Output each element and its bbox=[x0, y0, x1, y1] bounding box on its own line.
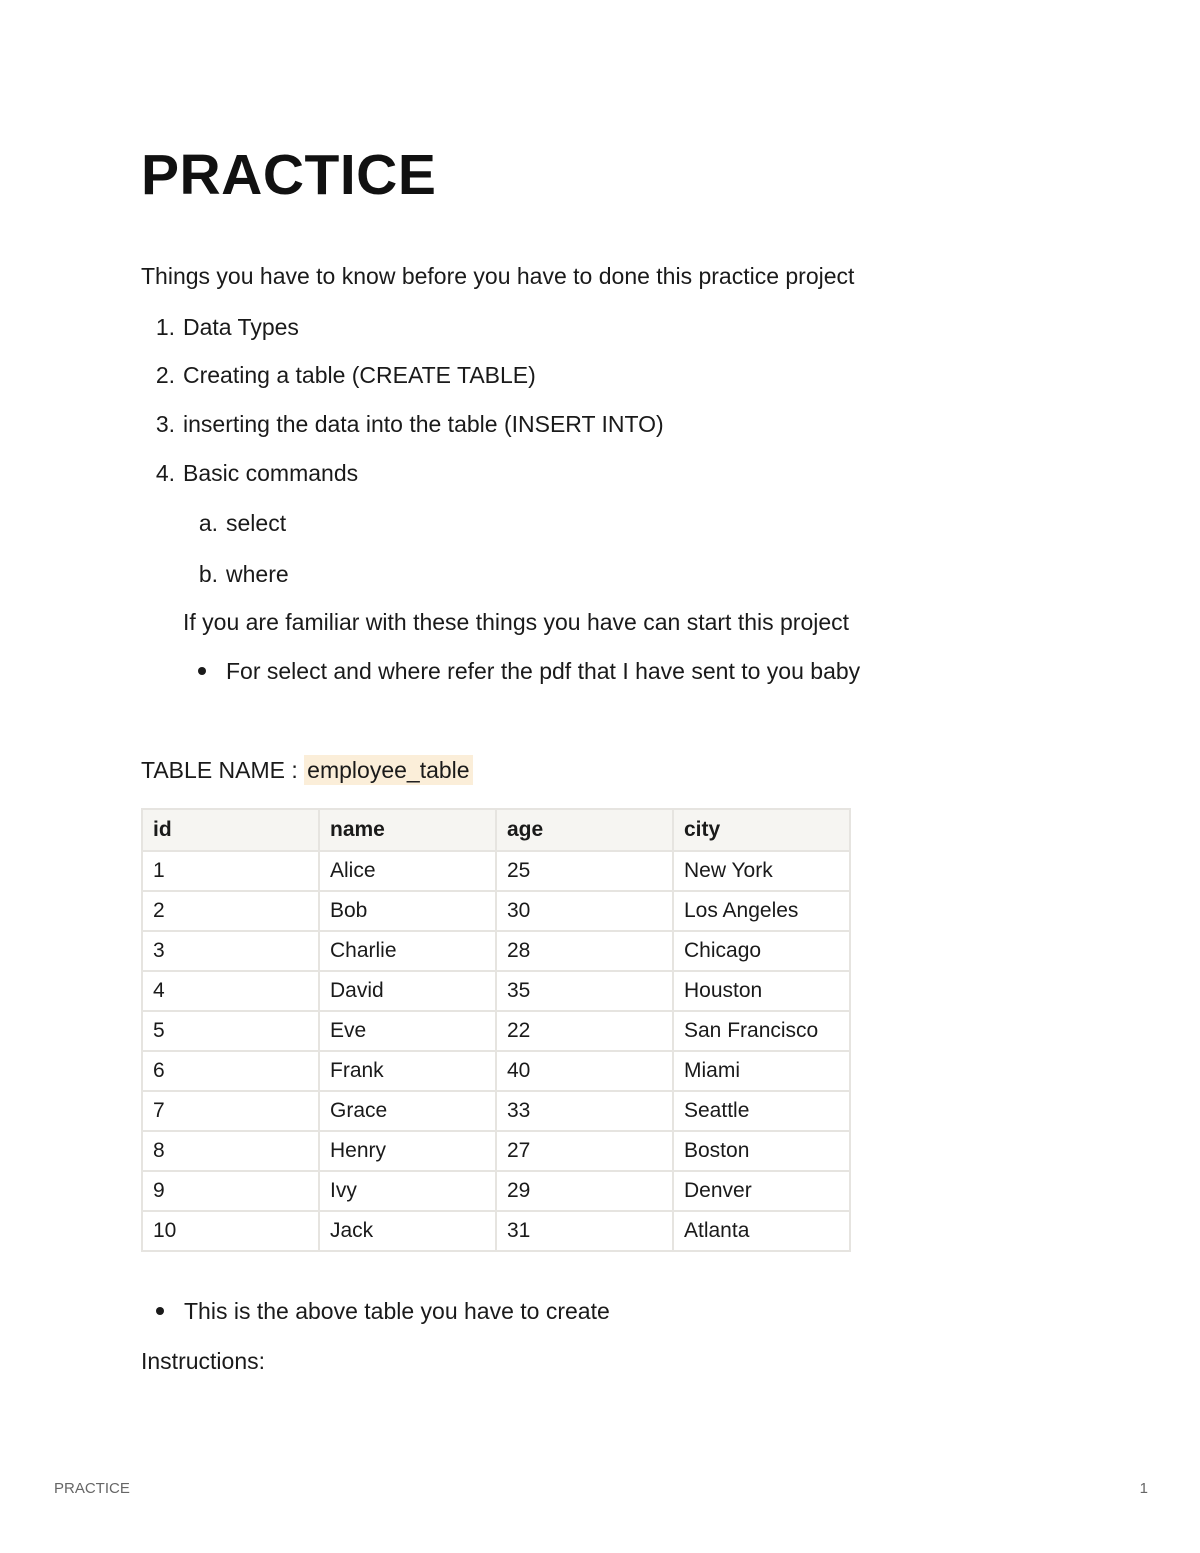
column-header: age bbox=[496, 809, 673, 851]
cell-name: Grace bbox=[319, 1091, 496, 1131]
cell-city: Atlanta bbox=[673, 1211, 850, 1251]
bullet-item bbox=[198, 658, 860, 685]
cell-city: Miami bbox=[673, 1051, 850, 1091]
list-number: 2. bbox=[155, 362, 175, 388]
bullet-item bbox=[156, 1298, 610, 1325]
cell-id: 8 bbox=[142, 1131, 319, 1171]
table-name-line bbox=[141, 757, 473, 784]
cell-id: 4 bbox=[142, 971, 319, 1011]
column-header: city bbox=[673, 809, 850, 851]
list-item bbox=[141, 362, 536, 389]
column-header: name bbox=[319, 809, 496, 851]
table-name-label: TABLE NAME : bbox=[141, 757, 298, 783]
table-row bbox=[142, 1211, 850, 1251]
bullet-dot bbox=[156, 1307, 164, 1315]
instructions-label: Instructions: bbox=[141, 1348, 265, 1374]
list-number: 3. bbox=[155, 411, 175, 437]
cell-id: 7 bbox=[142, 1091, 319, 1131]
table-row bbox=[142, 931, 850, 971]
cell-id: 5 bbox=[142, 1011, 319, 1051]
list-item bbox=[141, 411, 664, 438]
list-text: Creating a table (CREATE TABLE) bbox=[183, 362, 536, 388]
table-row bbox=[142, 1051, 850, 1091]
cell-name: Frank bbox=[319, 1051, 496, 1091]
bullet-text: For select and where refer the pdf that I have sent to you baby bbox=[226, 658, 861, 684]
sub-list-text: select bbox=[226, 510, 287, 536]
cell-city: Seattle bbox=[673, 1091, 850, 1131]
cell-city: New York bbox=[673, 851, 850, 891]
cell-age: 30 bbox=[496, 891, 673, 931]
table-row bbox=[142, 1091, 850, 1131]
list-number: 1. bbox=[155, 314, 175, 340]
list-number: 4. bbox=[155, 460, 175, 486]
intro-text: Things you have to know before you have to done this practice project bbox=[141, 263, 855, 289]
cell-name: Charlie bbox=[319, 931, 496, 971]
sub-list-letter: a. bbox=[198, 510, 218, 536]
cell-city: Denver bbox=[673, 1171, 850, 1211]
cell-age: 25 bbox=[496, 851, 673, 891]
cell-name: Alice bbox=[319, 851, 496, 891]
cell-age: 40 bbox=[496, 1051, 673, 1091]
footer-title: PRACTICE bbox=[54, 1480, 130, 1497]
cell-name: Jack bbox=[319, 1211, 496, 1251]
cell-name: Eve bbox=[319, 1011, 496, 1051]
list-text: Data Types bbox=[183, 314, 299, 340]
list-item bbox=[141, 460, 358, 487]
list-item bbox=[141, 314, 299, 341]
cell-name: David bbox=[319, 971, 496, 1011]
cell-age: 27 bbox=[496, 1131, 673, 1171]
table-row bbox=[142, 1011, 850, 1051]
cell-age: 31 bbox=[496, 1211, 673, 1251]
page-title: PRACTICE bbox=[141, 143, 437, 207]
cell-id: 6 bbox=[142, 1051, 319, 1091]
cell-id: 2 bbox=[142, 891, 319, 931]
cell-age: 29 bbox=[496, 1171, 673, 1211]
sub-list-item bbox=[184, 561, 289, 588]
cell-id: 3 bbox=[142, 931, 319, 971]
cell-city: Los Angeles bbox=[673, 891, 850, 931]
list-text: Basic commands bbox=[183, 460, 359, 486]
cell-city: Chicago bbox=[673, 931, 850, 971]
sub-list-text: where bbox=[226, 561, 289, 587]
table-row bbox=[142, 891, 850, 931]
cell-city: Boston bbox=[673, 1131, 850, 1171]
cell-age: 28 bbox=[496, 931, 673, 971]
cell-age: 33 bbox=[496, 1091, 673, 1131]
bullet-dot bbox=[198, 667, 206, 675]
table-row bbox=[142, 1171, 850, 1211]
familiar-note: If you are familiar with these things you have can start this project bbox=[183, 609, 850, 635]
employee-table bbox=[141, 808, 851, 1252]
table-row bbox=[142, 1131, 850, 1171]
table-name-highlight: employee_table bbox=[304, 755, 472, 785]
cell-city: San Francisco bbox=[673, 1011, 850, 1051]
list-text: inserting the data into the table (INSERT INTO) bbox=[183, 411, 664, 437]
table-row bbox=[142, 971, 850, 1011]
cell-city: Houston bbox=[673, 971, 850, 1011]
page-number: 1 bbox=[1139, 1480, 1148, 1497]
table-row bbox=[142, 851, 850, 891]
cell-age: 22 bbox=[496, 1011, 673, 1051]
sub-list-item bbox=[184, 510, 286, 537]
cell-id: 9 bbox=[142, 1171, 319, 1211]
cell-id: 1 bbox=[142, 851, 319, 891]
cell-id: 10 bbox=[142, 1211, 319, 1251]
column-header: id bbox=[142, 809, 319, 851]
cell-name: Ivy bbox=[319, 1171, 496, 1211]
cell-name: Bob bbox=[319, 891, 496, 931]
cell-age: 35 bbox=[496, 971, 673, 1011]
sub-list-letter: b. bbox=[198, 561, 218, 587]
cell-name: Henry bbox=[319, 1131, 496, 1171]
bullet-text: This is the above table you have to create bbox=[184, 1298, 610, 1324]
table-header-row bbox=[142, 809, 850, 851]
